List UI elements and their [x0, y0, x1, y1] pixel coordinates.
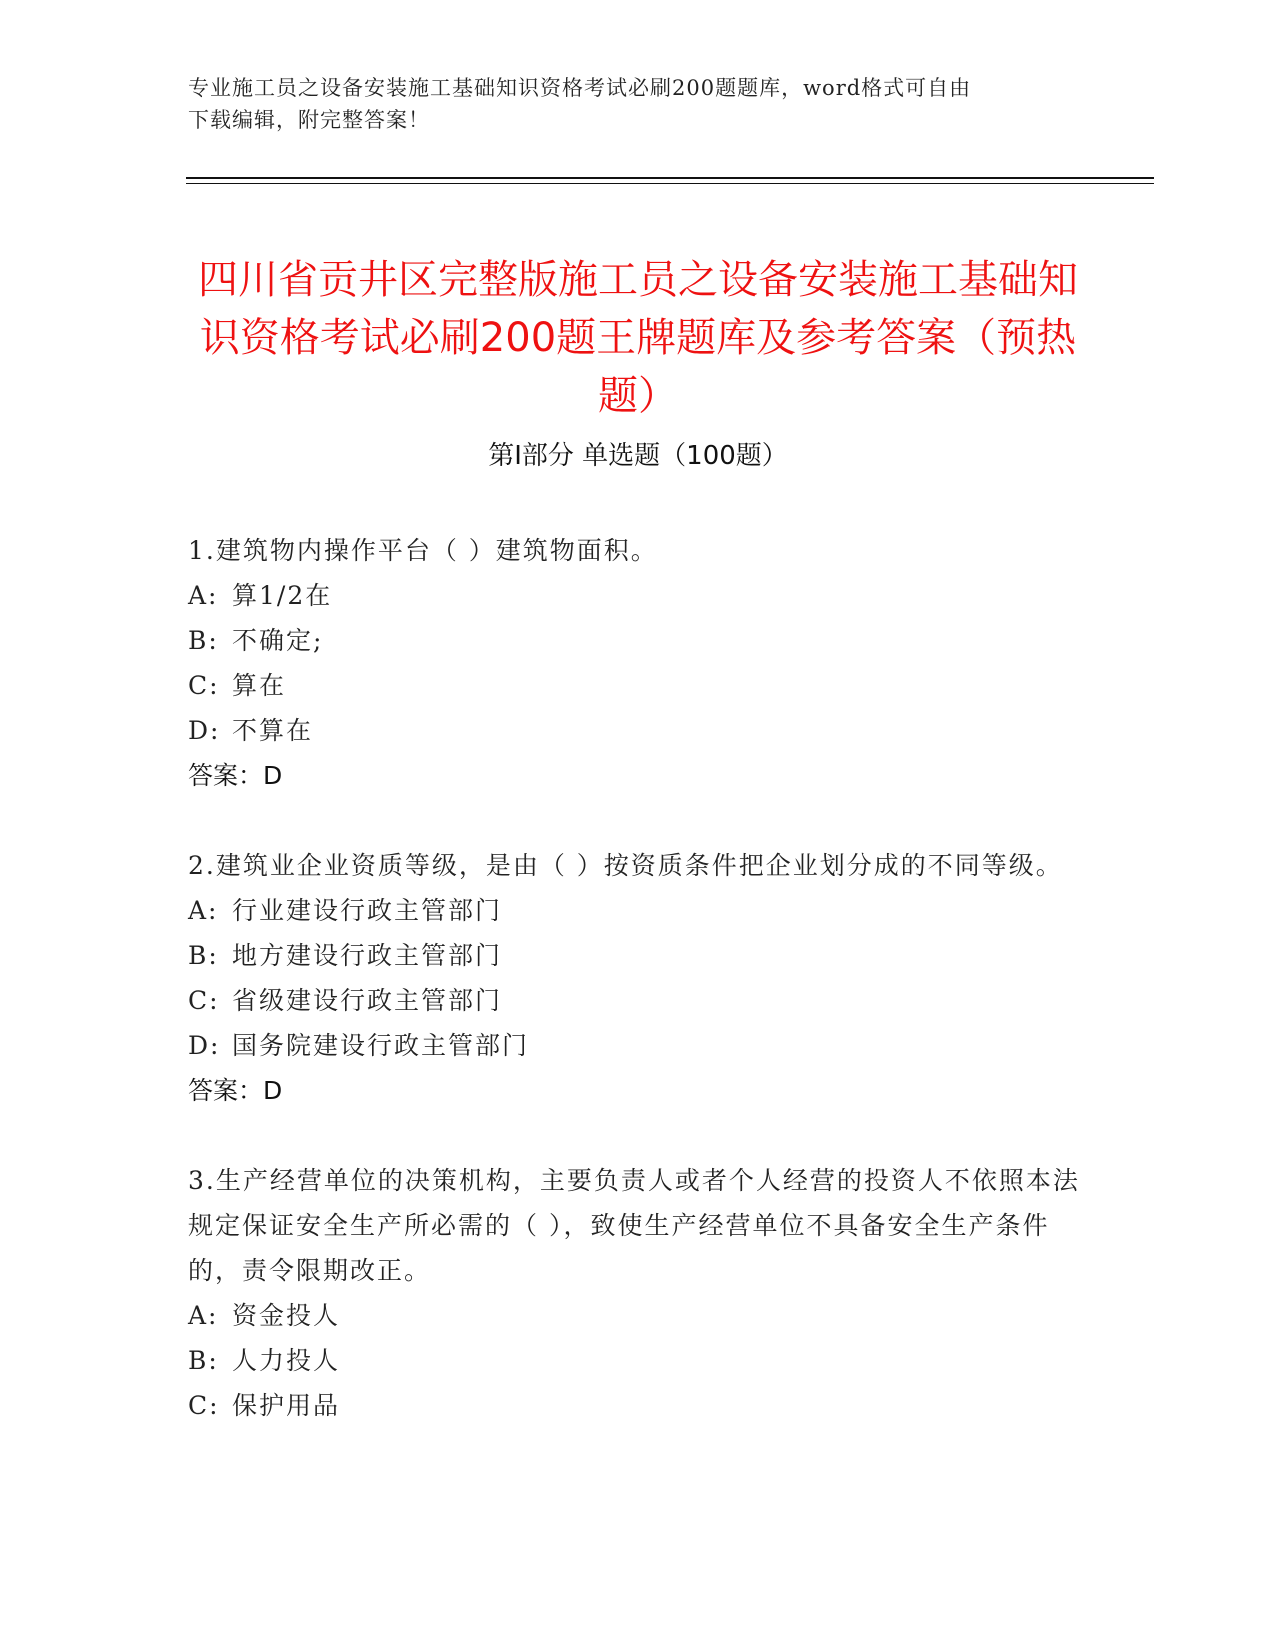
question-item [188, 843, 1088, 1113]
header-divider-thin [186, 183, 1154, 184]
option-text: 行业建设行政主管部门 [232, 896, 503, 925]
option-key: C: [188, 671, 220, 700]
option-key: A: [188, 896, 219, 925]
question-stem: 2.建筑业企业资质等级，是由（ ）按资质条件把企业划分成的不同等级。 [188, 851, 1063, 880]
question-spacer [188, 1113, 1088, 1158]
option-text: 算在 [232, 671, 287, 700]
option-b [188, 618, 1088, 663]
answer-line: 答案：D [188, 761, 283, 790]
option-key: D: [188, 716, 221, 745]
option-key: B: [188, 941, 219, 970]
question-item [188, 1158, 1088, 1428]
question-stem: 3.生产经营单位的决策机构，主要负责人或者个人经营的投资人不依照本法规定保证安全生产所必需的（ ），致使生产经营单位不具备安全生产条件的，责令限期改正。 [188, 1166, 1080, 1285]
option-key: A: [188, 581, 219, 610]
option-a [188, 888, 1088, 933]
option-text: 资金投人 [232, 1301, 341, 1330]
option-a [188, 573, 1088, 618]
question-list [188, 528, 1088, 1428]
option-b [188, 1338, 1088, 1383]
option-a [188, 1293, 1088, 1338]
option-text: 保护用品 [232, 1391, 341, 1420]
option-text: 省级建设行政主管部门 [232, 986, 503, 1015]
option-key: B: [188, 1346, 219, 1375]
document-title: 四川省贡井区完整版施工员之设备安装施工基础知识资格考试必刷200题王牌题库及参考答案（预热题） [198, 256, 1078, 419]
question-item [188, 528, 1088, 798]
header-divider-thick [186, 177, 1154, 179]
option-key: C: [188, 986, 220, 1015]
option-c [188, 663, 1088, 708]
section-title: 第Ⅰ部分 单选题（100题） [488, 441, 788, 471]
option-text: 地方建设行政主管部门 [232, 941, 503, 970]
option-d [188, 1023, 1088, 1068]
option-text: 不确定; [232, 626, 324, 655]
option-d [188, 708, 1088, 753]
question-stem: 1.建筑物内操作平台（ ）建筑物面积。 [188, 536, 658, 565]
option-text: 算1/2在 [232, 581, 333, 610]
header-note: 专业施工员之设备安装施工基础知识资格考试必刷200题题库，word格式可自由 下载编辑，附完整答案！ [188, 76, 972, 132]
option-key: C: [188, 1391, 220, 1420]
option-b [188, 933, 1088, 978]
option-key: A: [188, 1301, 219, 1330]
option-key: D: [188, 1031, 221, 1060]
question-spacer [188, 798, 1088, 843]
option-c [188, 1383, 1088, 1428]
option-c [188, 978, 1088, 1023]
option-text: 不算在 [232, 716, 314, 745]
option-text: 人力投人 [232, 1346, 341, 1375]
option-key: B: [188, 626, 219, 655]
answer-line: 答案：D [188, 1076, 283, 1105]
option-text: 国务院建设行政主管部门 [232, 1031, 530, 1060]
